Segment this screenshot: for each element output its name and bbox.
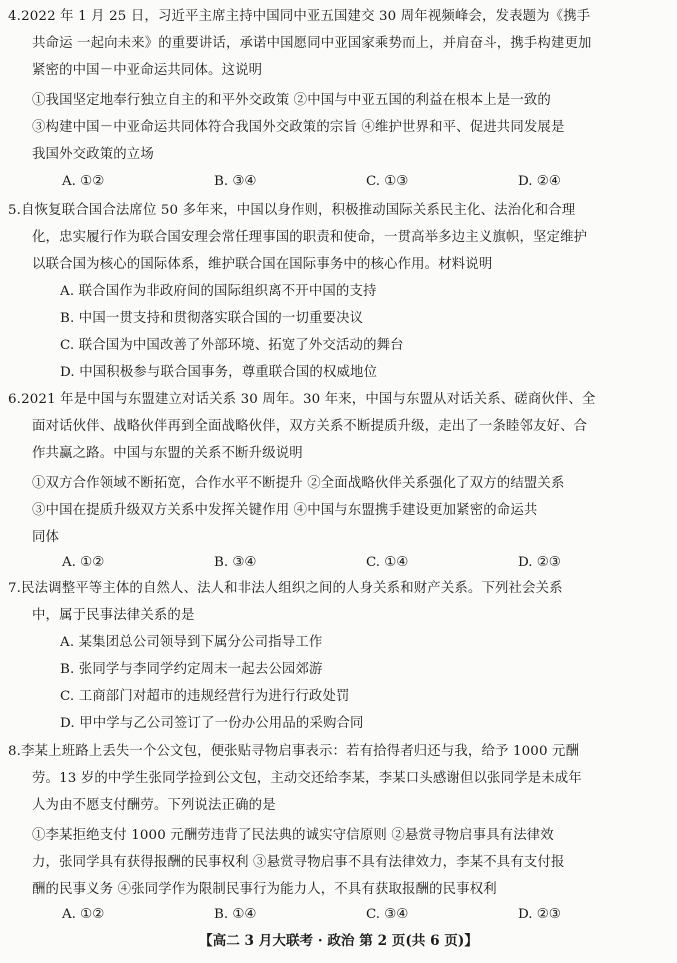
q6-statement-line-2: ③中国在提质升级双方关系中发挥关键作用 ④中国与东盟携手建设更加紧密的命运共 xyxy=(32,503,538,518)
q8-statement-line-2: 力，张同学具有获得报酬的民事权利 ③悬赏寻物启事不具有法律效力，李某不具有支付报 xyxy=(32,855,565,870)
q7-option-a[interactable]: A. 某集团总公司领导到下属分公司指导工作 xyxy=(60,635,323,650)
q8-stem-line-3: 人为由不愿支付酬劳。下列说法正确的是 xyxy=(32,798,276,813)
q7-option-b[interactable]: B. 张同学与李同学约定周末一起去公园郊游 xyxy=(60,662,323,677)
q5-option-c[interactable]: C. 联合国为中国改善了外部环境、拓宽了外交活动的舞台 xyxy=(60,338,404,353)
q7-option-d[interactable]: D. 甲中学与乙公司签订了一份办公用品的采购合同 xyxy=(60,716,364,731)
q6-choice-c[interactable]: C. ①④ xyxy=(366,555,409,570)
q5-option-d[interactable]: D. 中国积极参与联合国事务，尊重联合国的权威地位 xyxy=(60,365,378,380)
q4-stem-line-3: 紧密的中国－中亚命运共同体。这说明 xyxy=(32,63,263,78)
q5-stem-line-3: 以联合国为核心的国际体系，维护联合国在国际事务中的核心作用。材料说明 xyxy=(32,257,493,272)
q4-statement-line-2: ③构建中国－中亚命运共同体符合我国外交政策的宗旨 ④维护世界和平、促进共同发展是 xyxy=(32,120,565,135)
q6-statement-line-1: ①双方合作领域不断拓宽，合作水平不断提升 ②全面战略伙伴关系强化了双方的结盟关系 xyxy=(32,476,565,491)
q7-stem-line-2: 中，属于民事法律关系的是 xyxy=(32,608,195,623)
q4-stem-line-2: 共命运 一起向未来》的重要讲话，承诺中国愿同中亚国家乘势而上，并肩奋斗，携手构建更加 xyxy=(32,36,592,51)
q4-choice-d[interactable]: D. ②④ xyxy=(518,174,561,189)
q6-choice-d[interactable]: D. ②③ xyxy=(518,555,561,570)
q4-choice-c[interactable]: C. ①③ xyxy=(366,174,409,189)
q7-option-c[interactable]: C. 工商部门对超市的违规经营行为进行行政处罚 xyxy=(60,689,350,704)
q7-stem-line-1: 7.民法调整平等主体的自然人、法人和非法人组织之间的人身关系和财产关系。下列社会关系 xyxy=(8,581,563,596)
q8-stem-line-1: 8.李某上班路上丢失一个公文包，便张贴寻物启事表示：若有拾得者归还与我，给予 1000 元酬 xyxy=(8,744,580,759)
q5-stem-line-2: 化，忠实履行作为联合国安理会常任理事国的职责和使命，一贯高举多边主义旗帜，坚定维护 xyxy=(32,230,588,245)
q6-choice-b[interactable]: B. ③④ xyxy=(214,555,257,570)
q5-stem-line-1: 5.自恢复联合国合法席位 50 多年来，中国以身作则，积极推动国际关系民主化、法治化和合理 xyxy=(8,203,576,218)
q6-stem-line-3: 作共赢之路。中国与东盟的关系不断升级说明 xyxy=(32,446,303,461)
q6-stem-line-2: 面对话伙伴、战略伙伴再到全面战略伙伴，双方关系不断提质升级，走出了一条睦邻友好、合 xyxy=(32,419,588,434)
q6-statement-line-3: 同体 xyxy=(32,530,60,545)
q4-statement-line-1: ①我国坚定地奉行独立自主的和平外交政策 ②中国与中亚五国的利益在根本上是一致的 xyxy=(32,93,551,108)
q4-stem-line-1: 4.2022 年 1 月 25 日，习近平主席主持中国同中亚五国建交 30 周年视频峰会，发表题为《携手 xyxy=(8,9,591,24)
q6-choice-a[interactable]: A. ①② xyxy=(62,555,105,570)
q8-statement-line-1: ①李某拒绝支付 1000 元酬劳违背了民法典的诚实守信原则 ②悬赏寻物启事具有法律效 xyxy=(32,828,554,843)
q8-choice-d[interactable]: D. ②③ xyxy=(518,907,561,922)
q8-choice-b[interactable]: B. ①④ xyxy=(214,907,257,922)
page-footer: 【高二 3 月大联考 · 政治 第 2 页(共 6 页)】 xyxy=(199,933,478,949)
q4-choice-a[interactable]: A. ①② xyxy=(62,174,105,189)
q8-choice-a[interactable]: A. ①② xyxy=(62,907,105,922)
q8-choice-c[interactable]: C. ③④ xyxy=(366,907,409,922)
q8-stem-line-2: 劳。13 岁的中学生张同学捡到公文包，主动交还给李某，李某口头感谢但以张同学是未成年 xyxy=(32,771,582,786)
q4-statement-line-3: 我国外交政策的立场 xyxy=(32,147,154,162)
q8-statement-line-3: 酬的民事义务 ④张同学作为限制民事行为能力人，不具有获取报酬的民事权利 xyxy=(32,882,497,897)
q5-option-b[interactable]: B. 中国一贯支持和贯彻落实联合国的一切重要决议 xyxy=(60,311,364,326)
q6-stem-line-1: 6.2021 年是中国与东盟建立对话关系 30 周年。30 年来，中国与东盟从对话关系、磋商伙伴、全 xyxy=(8,392,596,407)
q4-choice-b[interactable]: B. ③④ xyxy=(214,174,257,189)
q5-option-a[interactable]: A. 联合国作为非政府间的国际组织离不开中国的支持 xyxy=(60,284,377,299)
